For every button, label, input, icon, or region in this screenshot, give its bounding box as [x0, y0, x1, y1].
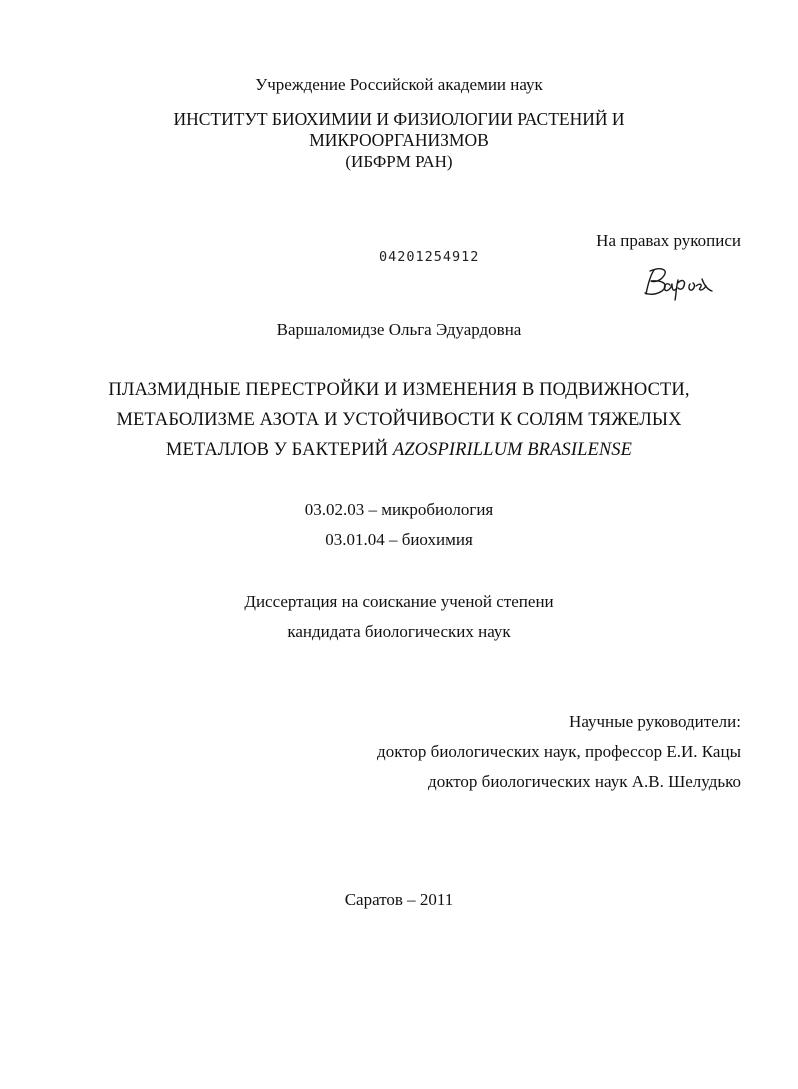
institute-name-line-2: МИКРООРГАНИЗМОВ [309, 130, 489, 150]
title-line-1: ПЛАЗМИДНЫЕ ПЕРЕСТРОЙКИ И ИЗМЕНЕНИЯ В ПОДВИЖНОСТИ, [108, 380, 690, 400]
supervisor-1: доктор биологических наук, профессор Е.И. Кацы [377, 742, 741, 761]
city-year: Саратов – 2011 [344, 890, 454, 909]
manuscript-note: На правах рукописи [596, 231, 741, 250]
document-number: 04201254912 [379, 249, 480, 265]
institution-line: Учреждение Российской академии наук [255, 75, 543, 94]
institute-name-line-1: ИНСТИТУТ БИОХИМИИ И ФИЗИОЛОГИИ РАСТЕНИЙ И [173, 109, 625, 129]
degree-line-1: Диссертация на соискание ученой степени [244, 592, 554, 611]
species-name: AZOSPIRILLUM BRASILENSE [392, 440, 633, 460]
title-line-2: МЕТАБОЛИЗМЕ АЗОТА И УСТОЙЧИВОСТИ К СОЛЯМ ТЯЖЕЛЫХ [116, 410, 682, 430]
title-line-3-prefix: МЕТАЛЛОВ У БАКТЕРИЙ [165, 440, 393, 460]
supervisor-2: доктор биологических наук А.В. Шелудько [428, 772, 741, 791]
specialty-biochemistry: 03.01.04 – биохимия [325, 530, 473, 549]
specialty-microbiology: 03.02.03 – микробиология [304, 500, 494, 519]
title-line-3 [0, 440, 798, 460]
handwritten-signature [640, 262, 720, 302]
supervisors-heading: Научные руководители: [569, 712, 741, 731]
degree-line-2: кандидата биологических наук [287, 622, 511, 641]
institute-abbreviation: (ИБФРМ РАН) [345, 152, 453, 171]
author-name: Варшаломидзе Ольга Эдуардовна [276, 320, 522, 339]
